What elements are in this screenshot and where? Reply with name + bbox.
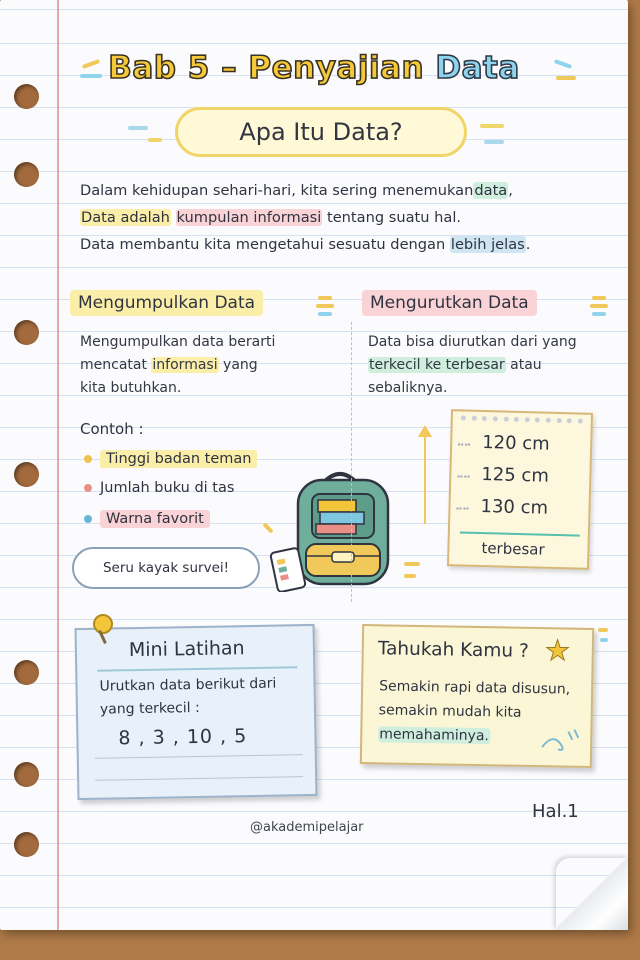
fact-line: semakin mudah kita [378,702,522,721]
example-item [84,450,257,468]
binder-hole [14,320,39,345]
margin-line [57,0,59,930]
examples-title: Contoh : [80,420,144,438]
intro-text: tentang suatu hal. [322,209,462,226]
sort-description [368,331,577,400]
mini-exercise-card [75,624,318,800]
sorted-value: 130 cm [480,495,549,519]
star-icon: ★ [545,634,571,667]
sort-text: atau [505,357,542,373]
sparkle-decoration [404,574,416,578]
sparkle-decoration [600,638,608,642]
sparkle-decoration [556,76,576,80]
sorted-values-note [447,409,593,570]
binder-hole [14,462,39,487]
collect-line: kita butuhkan. [80,380,182,396]
collect-text: mencatat [80,357,152,373]
tick-mark [456,507,468,509]
collect-text: yang [218,357,258,373]
collect-heading: Mengumpulkan Data [70,290,263,316]
sort-line: Data bisa diurutkan dari yang [368,334,577,350]
bullet-dot-icon [84,515,92,523]
pushpin-icon [93,614,113,634]
highlight-data: data [474,182,508,199]
ruled-line [95,776,303,781]
intro-line [80,177,530,204]
instruction-line: yang terkecil : [99,699,200,718]
intro-text: , [508,182,513,199]
sparkle-decoration [484,140,504,144]
sparkle-decoration [592,312,606,316]
book-icon [320,512,364,524]
title-chapter: Bab 5 – Penyajian [108,50,425,86]
fun-fact-title: Tahukah Kamu ? [377,638,529,662]
example-text: Warna favorit [100,510,210,528]
sparkle-decoration [480,124,504,128]
intro-text: Dalam kehidupan sehari-hari, kita sering menemukan [80,182,474,199]
intro-text: . [525,236,531,253]
sort-heading: Mengurutkan Data [362,290,537,316]
divider-line [460,531,580,536]
collect-line: Mengumpulkan data berarti [80,334,276,350]
instruction-line: Urutkan data berikut dari [99,675,277,695]
title-underline [97,666,297,671]
binder-hole [14,832,39,857]
sort-line: sebaliknya. [368,380,448,396]
collect-line [80,354,275,377]
speech-bubble-text: Seru kayak survei! [102,560,230,576]
collect-description [80,331,275,400]
sort-line [368,354,577,377]
bullet-dot-icon [84,484,92,492]
sparkle-decoration [80,74,102,78]
intro-paragraph [80,177,530,258]
subtitle-text: Apa Itu Data? [239,118,403,146]
intro-line [80,204,530,231]
largest-label: terbesar [481,539,545,559]
intro-text: Data membantu kita mengetahui sesuatu dengan [80,236,450,253]
binder-hole [14,84,39,109]
bullet-dot-icon [84,455,92,463]
highlight-understand: memahaminya. [379,726,490,745]
sparkle-decoration [404,562,420,566]
highlight-definition: Data adalah [81,209,170,226]
example-item [84,510,210,528]
sparkle-decoration [148,138,162,142]
sparkle-decoration [318,312,332,316]
ruled-line [95,754,303,759]
sorted-value: 125 cm [481,463,550,487]
sparkle-decoration [316,304,334,308]
up-arrow-icon [424,428,426,524]
highlight-order: terkecil ke terbesar [369,357,505,373]
sparkle-decoration [128,126,148,130]
example-text: Jumlah buku di tas [100,480,235,496]
book-icon [316,524,356,534]
author-handle: @akademipelajar [250,820,364,835]
backpack-illustration [262,462,412,592]
page-number: Hal.1 [532,801,579,822]
fact-line: Semakin rapi data disusun, [379,678,571,698]
page-curl [556,858,628,930]
highlight-collection: kumpulan informasi [176,209,322,226]
speech-bubble [72,547,260,589]
page-title [0,50,628,86]
section-divider [351,322,352,602]
sparkle-decoration [318,296,332,300]
intro-line [80,231,530,258]
example-text: Tinggi badan teman [100,450,257,468]
tick-mark [457,475,469,477]
binder-hole [14,762,39,787]
tick-mark [458,443,470,445]
highlight-clearer: lebih jelas [450,236,525,253]
mini-exercise-title: Mini Latihan [128,637,245,662]
note-binding-dots [461,415,583,423]
sparkle-decoration [592,296,606,300]
binder-hole [14,660,39,685]
exercise-numbers: 8 , 3 , 10 , 5 [118,725,248,750]
title-data-word: Data [435,50,520,86]
example-item [84,480,234,496]
subtitle-pill [175,107,467,157]
sorted-value: 120 cm [481,431,550,455]
arrow-head-icon [418,425,432,437]
sparkle-decoration [590,304,608,308]
swirl-doodle-icon [538,725,583,756]
highlight-informasi: informasi [152,357,218,373]
sparkle-decoration [598,628,608,632]
mini-exercise-instructions [99,673,277,722]
binder-hole [14,162,39,187]
